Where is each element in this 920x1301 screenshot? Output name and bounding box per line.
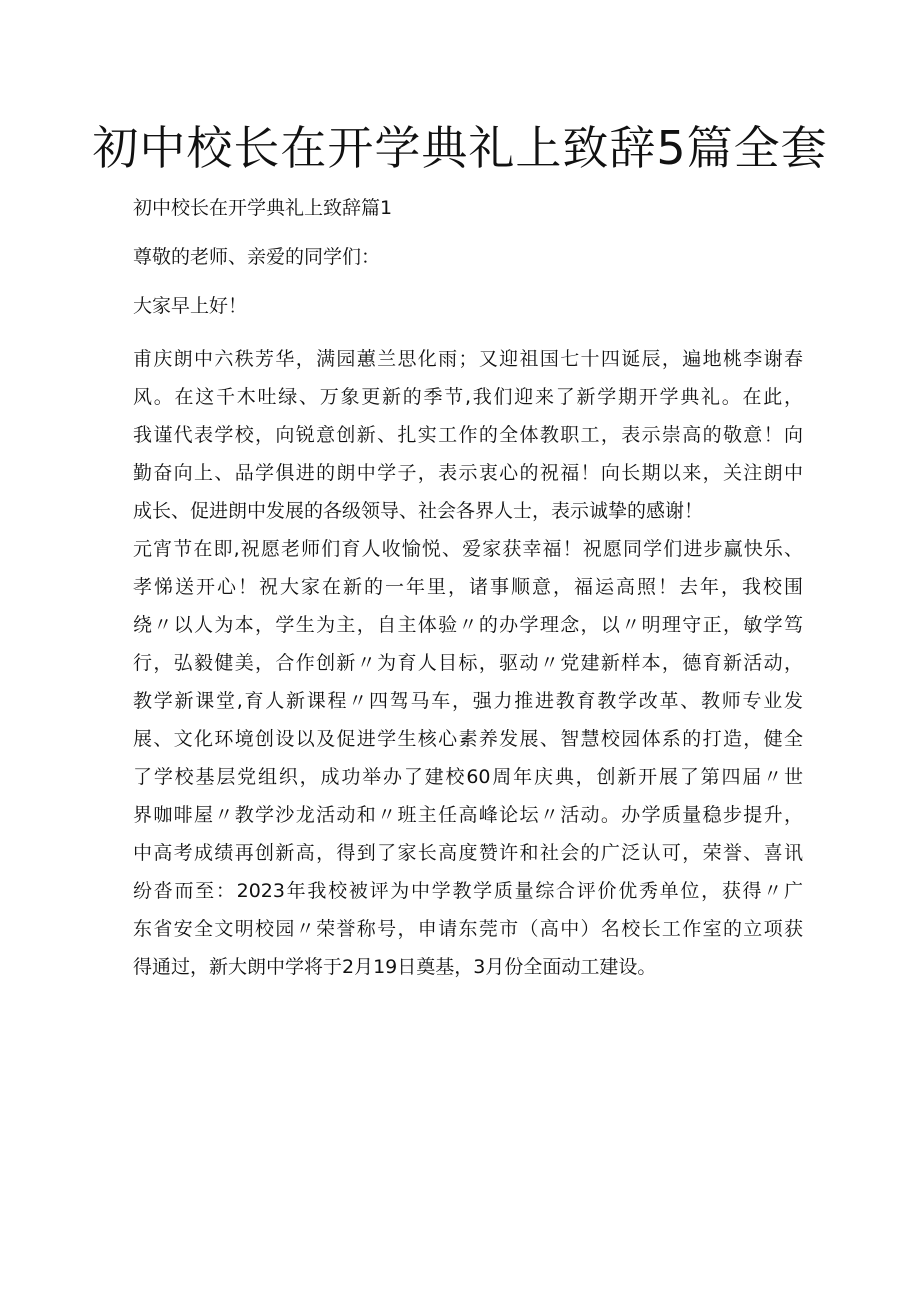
opening-greeting: 大家早上好！ [133, 295, 248, 317]
paragraph-line: 展、文化环境创设以及促进学生核心素养发展、智慧校园体系的打造，健全 [133, 728, 803, 750]
paragraph-line: 元宵节在即,祝愿老师们育人收愉悦、爱家获幸福！祝愿同学们进步赢快乐、 [133, 538, 803, 560]
paragraph-line: 风。在这千木吐绿、万象更新的季节,我们迎来了新学期开学典礼。在此， [133, 386, 803, 408]
document-title: 初中校长在开学典礼上致辞5篇全套 [92, 121, 828, 175]
paragraph-line: 教学新课堂,育人新课程〃四驾马车，强力推进教育教学改革、教师专业发 [133, 690, 803, 712]
paragraph-line: 孝悌送开心！祝大家在新的一年里，诸事顺意，福运高照！去年，我校围 [133, 576, 803, 598]
paragraph-line: 得通过，新大朗中学将于2月19日奠基，3月份全面动工建设。 [133, 956, 657, 978]
section-subtitle: 初中校长在开学典礼上致辞篇1 [133, 197, 393, 219]
paragraph-line: 界咖啡屋〃教学沙龙活动和〃班主任高峰论坛〃活动。办学质量稳步提升， [133, 804, 803, 826]
paragraph-2 [133, 530, 803, 986]
salutation: 尊敬的老师、亲爱的同学们： [133, 246, 381, 268]
paragraph-line: 勤奋向上、品学俱进的朗中学子，表示衷心的祝福！向长期以来，关注朗中 [133, 462, 803, 484]
paragraph-line: 成长、促进朗中发展的各级领导、社会各界人士，表示诚挚的感谢！ [133, 500, 704, 522]
paragraph-line: 东省安全文明校园〃荣誉称号，申请东莞市（高中）名校长工作室的立项获 [133, 918, 803, 940]
paragraph-1 [133, 340, 803, 530]
paragraph-line: 甫庆朗中六秩芳华，满园蕙兰思化雨；又迎祖国七十四诞辰，遍地桃李谢春 [133, 348, 803, 370]
paragraph-line: 行，弘毅健美，合作创新〃为育人目标，驱动〃党建新样本，德育新活动， [133, 652, 803, 674]
document-body [133, 193, 803, 986]
paragraph-line: 绕〃以人为本，学生为主，自主体验〃的办学理念，以〃明理守正，敏学笃 [133, 614, 803, 636]
paragraph-line: 了学校基层党组织，成功举办了建校60周年庆典，创新开展了第四届〃世 [133, 766, 803, 788]
paragraph-line: 中高考成绩再创新高，得到了家长高度赞许和社会的广泛认可，荣誉、喜讯 [133, 842, 803, 864]
paragraph-line: 纷沓而至：2023年我校被评为中学教学质量综合评价优秀单位，获得〃广 [133, 880, 803, 902]
paragraph-line: 我谨代表学校，向锐意创新、扎实工作的全体教职工，表示崇高的敬意！向 [133, 424, 803, 446]
